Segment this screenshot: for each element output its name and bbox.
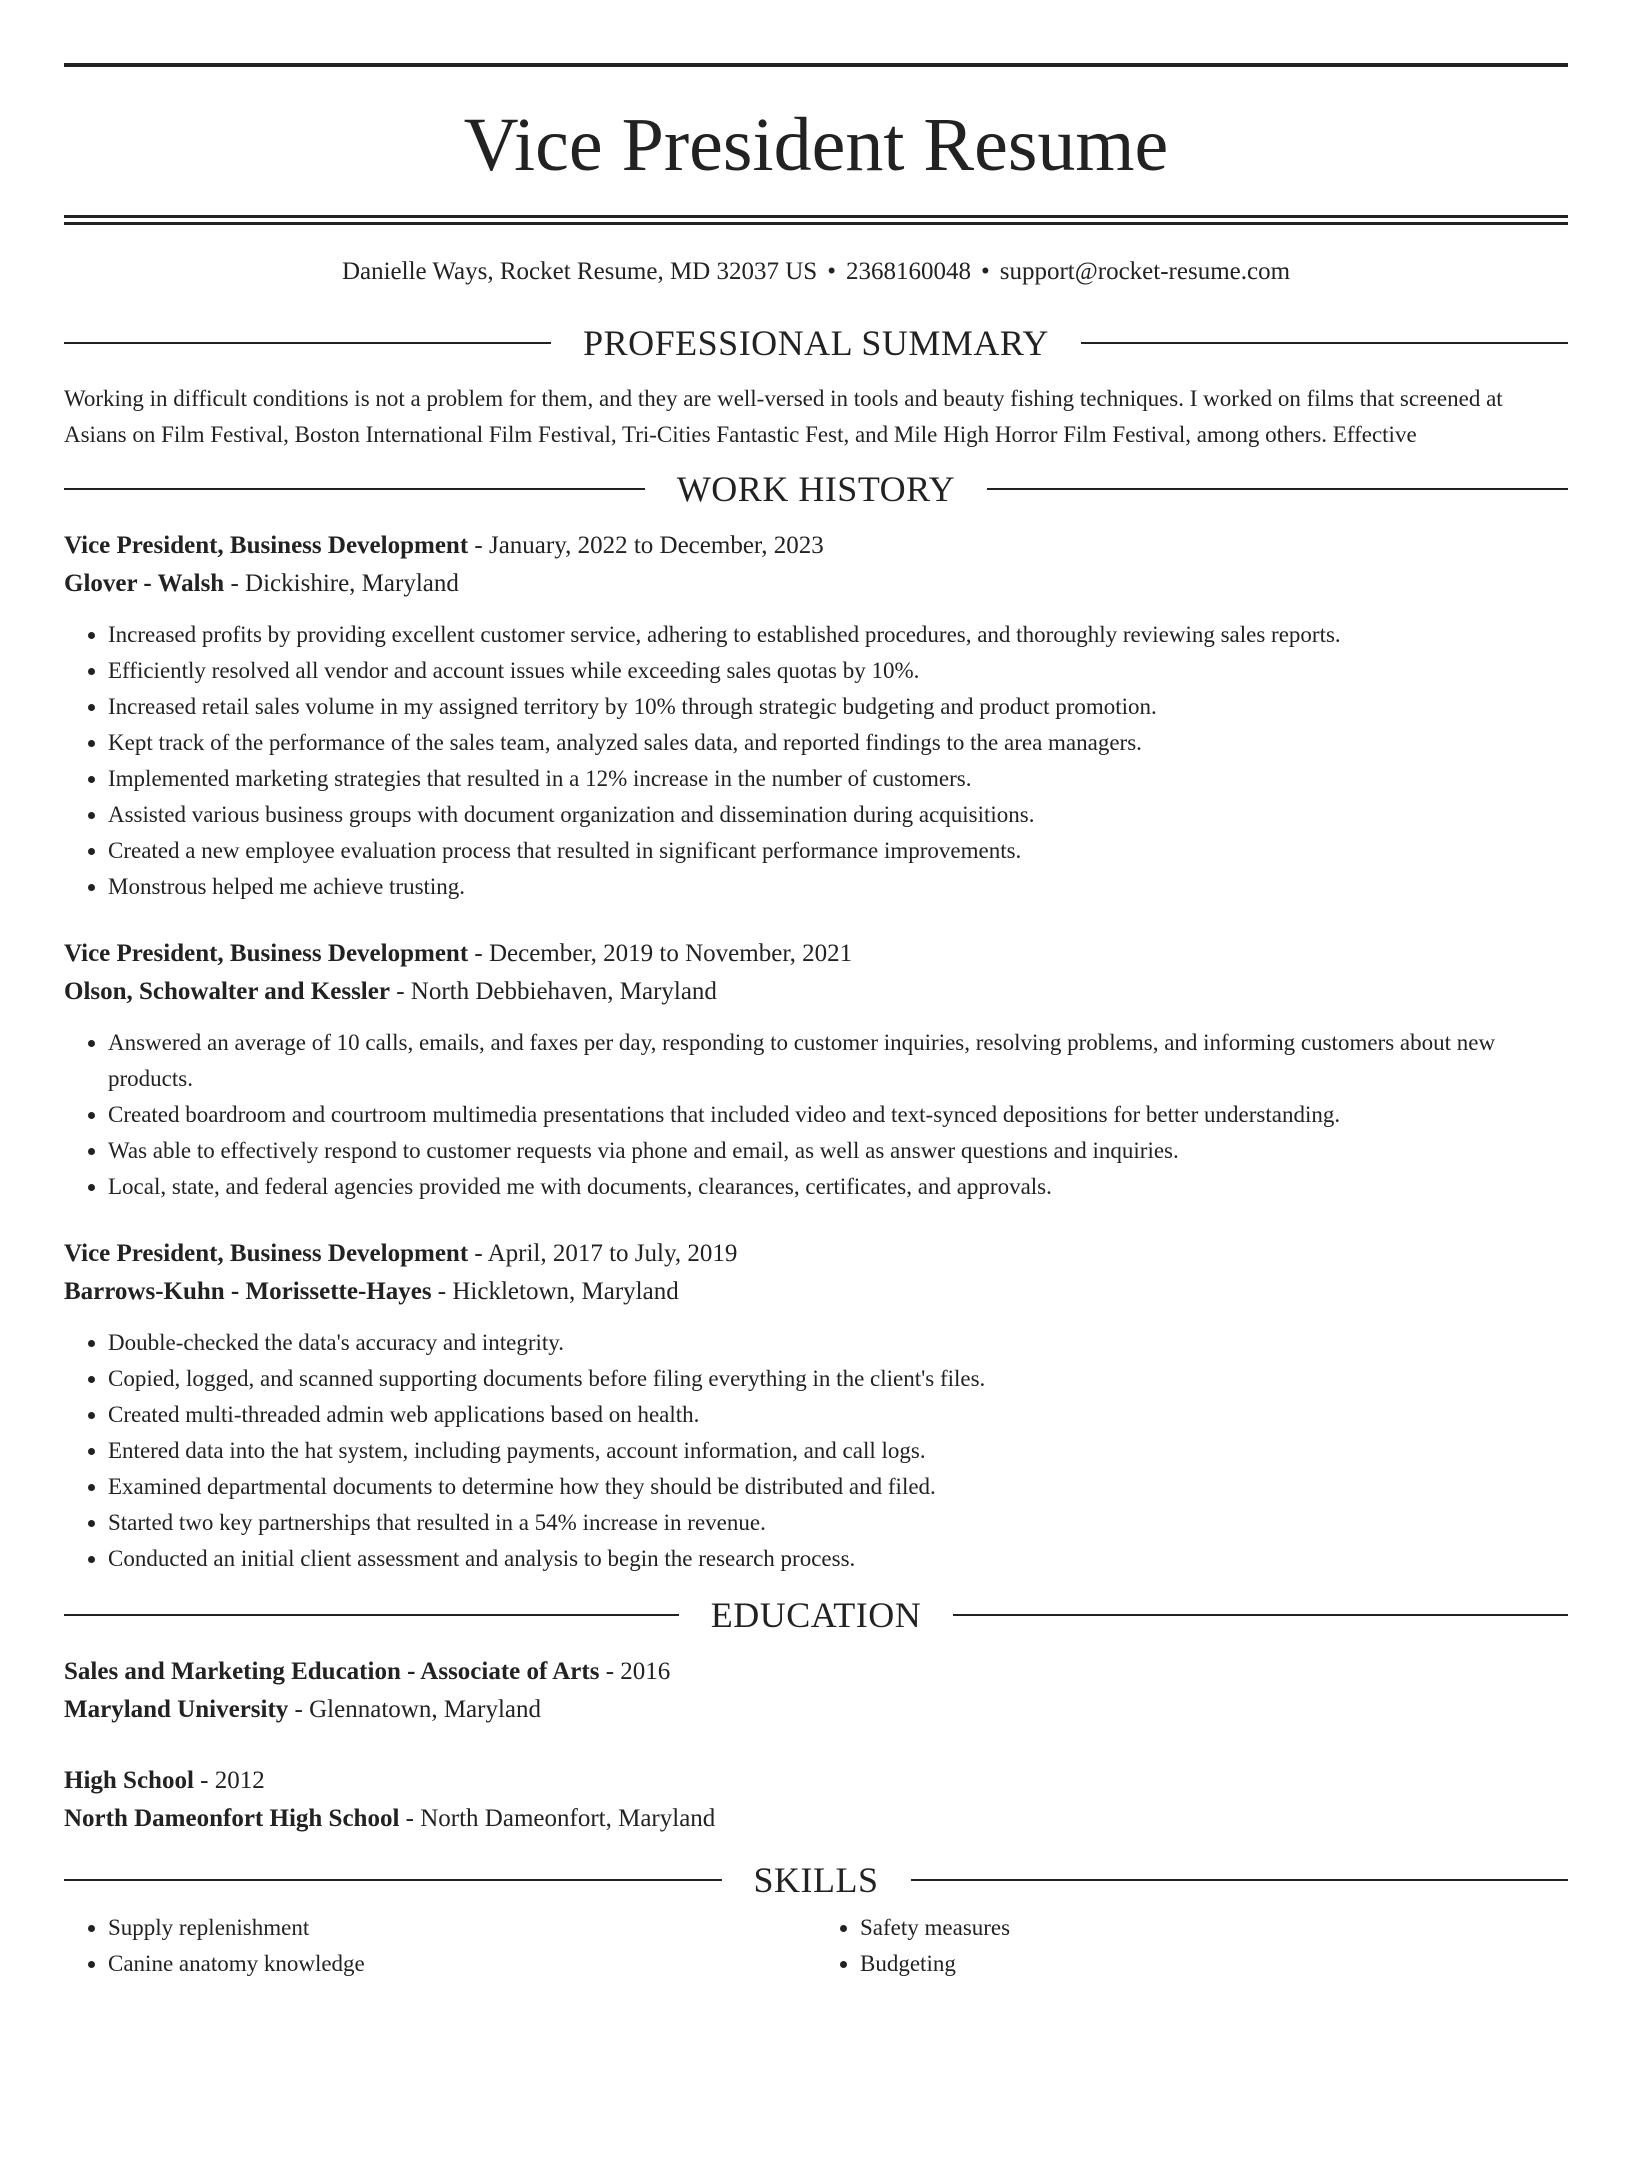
list-item: • Monstrous helped me achieve trusting. [108,869,1568,905]
list-item: • Copied, logged, and scanned supporting documents before filing everything in the client's files. [108,1361,1568,1397]
job-title: Vice President, Business Development [64,1240,469,1267]
skill-item: • Budgeting [860,1946,1568,1982]
job-dates: - January, 2022 to December, 2023 [468,532,824,559]
contact-separator: • [827,258,836,285]
job-company: Barrows-Kuhn - Morissette-Hayes [64,1278,432,1305]
job-bullets [64,1025,1568,1205]
job-dates: - December, 2019 to November, 2021 [468,940,853,967]
skills-list [64,1910,1568,1982]
section-rule [953,1614,1568,1616]
list-item: • Double-checked the data's accuracy and integrity. [108,1325,1568,1361]
job-title: Vice President, Business Development [64,532,469,559]
job-bullets [64,1325,1568,1577]
job-entry [64,935,1568,1205]
job-title-line [64,1235,1568,1273]
list-item: • Increased profits by providing excellent customer service, adhering to established procedures, and thoroughly reviewing sales reports. [108,617,1568,653]
section-header-work [64,469,1568,509]
education-location: - North Dameonfort, Maryland [399,1805,716,1832]
contact-line [64,257,1568,287]
list-item: • Entered data into the hat system, including payments, account information, and call logs. [108,1433,1568,1469]
list-item: • Was able to effectively respond to customer requests via phone and email, as well as answer questions and inquiries. [108,1133,1568,1169]
job-dates: - April, 2017 to July, 2019 [468,1240,738,1267]
list-item: • Efficiently resolved all vendor and account issues while exceeding sales quotas by 10%. [108,653,1568,689]
job-company: Glover - Walsh [64,570,225,597]
section-rule [64,342,551,344]
summary-text: Working in difficult conditions is not a problem for them, and they are well-versed in tools and beauty fishing techniques. I worked on films that screened at Asians on Film Festival, Boston International Film Festival, Tri-Cities Fantastic Fest, and Mile High Horror Film Festival, among others. Effective [64,386,1503,447]
section-rule [64,1614,679,1616]
top-rule [64,63,1568,67]
job-company-line [64,973,1568,1011]
education-school: North Dameonfort High School [64,1805,400,1832]
skills-column-right [816,1910,1568,1982]
job-location: - Hickletown, Maryland [431,1278,679,1305]
section-rule [911,1879,1569,1881]
education-school: Maryland University [64,1696,289,1723]
list-item: • Conducted an initial client assessment and analysis to begin the research process. [108,1541,1568,1577]
resume-page [0,63,1632,2175]
job-title-line [64,527,1568,565]
section-rule [1081,342,1568,344]
section-title-skills: SKILLS [753,1860,879,1900]
page-title: Vice President Resume [463,103,1169,187]
list-item: • Implemented marketing strategies that resulted in a 12% increase in the number of customers. [108,761,1568,797]
skill-item: • Safety measures [860,1910,1568,1946]
list-item: • Created boardroom and courtroom multimedia presentations that included video and text-synced depositions for better understanding. [108,1097,1568,1133]
education-degree-line [64,1653,1568,1691]
contact-phone: 2368160048 [845,258,971,285]
list-item: • Kept track of the performance of the sales team, analyzed sales data, and reported findings to the area managers. [108,725,1568,761]
skill-item: • Canine anatomy knowledge [108,1946,816,1982]
section-title-summary: PROFESSIONAL SUMMARY [583,323,1049,363]
job-bullets [64,617,1568,905]
job-location: - Dickishire, Maryland [224,570,459,597]
list-item: • Examined departmental documents to determine how they should be distributed and filed. [108,1469,1568,1505]
education-entry [64,1653,1568,1729]
list-item: • Created a new employee evaluation process that resulted in significant performance improvements. [108,833,1568,869]
skill-item: • Supply replenishment [108,1910,816,1946]
job-entry [64,1235,1568,1577]
list-item: • Increased retail sales volume in my assigned territory by 10% through strategic budgeting and product promotion. [108,689,1568,725]
section-rule [987,488,1568,490]
section-title-education: EDUCATION [710,1595,922,1635]
section-header-education [64,1595,1568,1635]
title-double-rule [64,215,1568,225]
section-rule [64,1879,722,1881]
job-company-line [64,565,1568,603]
job-entry [64,527,1568,905]
job-company-line [64,1273,1568,1311]
section-title-work: WORK HISTORY [676,469,956,509]
section-header-summary [64,323,1568,363]
education-degree: Sales and Marketing Education - Associate of Arts [64,1658,600,1685]
list-item: • Assisted various business groups with document organization and dissemination during acquisitions. [108,797,1568,833]
job-location: - North Debbiehaven, Maryland [389,978,717,1005]
education-location: - Glennatown, Maryland [288,1696,542,1723]
education-year: - 2016 [599,1658,671,1685]
list-item: • Local, state, and federal agencies provided me with documents, clearances, certificates, and approvals. [108,1169,1568,1205]
list-item: • Answered an average of 10 calls, emails, and faxes per day, responding to customer inquiries, resolving problems, and informing customers about new products. [108,1025,1568,1097]
job-company: Olson, Schowalter and Kessler [64,978,390,1005]
list-item: • Started two key partnerships that resulted in a 54% increase in revenue. [108,1505,1568,1541]
education-year: - 2012 [193,1767,265,1794]
contact-email: support@rocket-resume.com [999,258,1291,285]
job-title: Vice President, Business Development [64,940,469,967]
list-item: • Created multi-threaded admin web applications based on health. [108,1397,1568,1433]
contact-separator: • [980,258,990,285]
contact-address: Danielle Ways, Rocket Resume, MD 32037 US [341,258,818,285]
education-degree-line [64,1762,1568,1800]
education-school-line [64,1691,1568,1729]
education-entry [64,1762,1568,1838]
section-header-skills [64,1860,1568,1900]
education-degree: High School [64,1767,194,1794]
skills-column-left [64,1910,816,1982]
section-rule [64,488,645,490]
education-school-line [64,1800,1568,1838]
job-title-line [64,935,1568,973]
